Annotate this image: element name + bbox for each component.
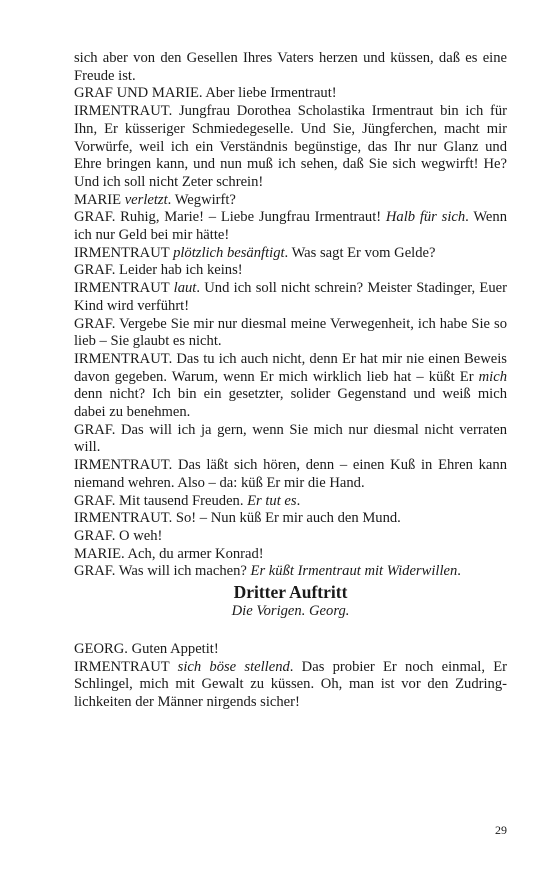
speech-text: GRAF. Vergebe Sie mir nur diesmal meine Verwegenheit, ich habe Sie so lieb – Sie glaubt es nicht. [74, 315, 507, 350]
speech-text: GEORG. Guten Appetit! [74, 640, 219, 657]
dialogue-line [74, 262, 507, 280]
speech-text: denn nicht? Ich bin ein gesetzter, solider Gegenstand und weiß mich dabei zu benehmen. [74, 386, 507, 421]
page-number: 29 [495, 823, 507, 837]
speech-text: MARIE [74, 191, 125, 208]
dialogue-line [74, 85, 507, 103]
stage-direction: Halb für sich [385, 209, 466, 226]
dialogue-line [74, 50, 507, 85]
dialogue-block-1 [74, 50, 507, 581]
dialogue-line [74, 192, 507, 210]
stage-direction: Er küßt Irmentraut mit Widerwillen [250, 563, 458, 580]
dialogue-line [74, 641, 507, 659]
speech-text: IRMENTRAUT [74, 658, 178, 675]
dialogue-block-2 [74, 641, 507, 712]
stage-direction: verletzt [124, 191, 168, 208]
speech-text: . Wegwirft? [167, 191, 236, 208]
dialogue-line [74, 493, 507, 511]
speech-text: GRAF UND MARIE. Aber liebe Irmentraut! [74, 85, 337, 102]
stage-direction: laut [173, 280, 197, 297]
dialogue-line [74, 316, 507, 351]
speech-text: sich aber von den Gesellen Ihres Vaters herzen und küssen, daß es eine Freude ist. [74, 50, 507, 84]
speech-text: . [457, 563, 461, 580]
dialogue-line [74, 422, 507, 457]
speech-text: . Und ich soll nicht schrein? Meister Stadinger, Euer Kind wird verführt! [74, 280, 507, 314]
dialogue-line [74, 510, 507, 528]
dialogue-line [74, 351, 507, 422]
speech-text: IRMENTRAUT. Das tu ich auch nicht, denn Er hat mir nie einen Beweis davon gegeben. Warum, wenn Er mich wirklich lieb hat – küßt Er [74, 350, 507, 385]
dialogue-line [74, 280, 507, 315]
stage-direction: sich böse stellend [177, 658, 290, 675]
speech-text: IRMENTRAUT [74, 244, 174, 261]
speech-text: . [296, 492, 301, 509]
stage-direction: plötzlich besänftigt [173, 244, 285, 261]
speech-text: IRMENTRAUT. Das läßt sich hören, denn – einen Kuß in Ehren kann niemand wehren. Also – da: küß Er mir die Hand. [74, 457, 507, 491]
dialogue-line [74, 103, 507, 192]
speech-text: . Wenn ich nur Geld bei mir hätte! [74, 209, 507, 244]
scene-personae: Die Vorigen. Georg. [231, 603, 350, 620]
speech-text: IRMENTRAUT. So! – Nun küß Er mir auch den Mund. [74, 510, 401, 527]
stage-direction: mich [478, 368, 507, 385]
speech-text: GRAF. Mit tausend Freuden. [74, 492, 248, 509]
dialogue-line [74, 528, 507, 546]
dialogue-line [74, 659, 507, 712]
dialogue-line [74, 563, 507, 581]
dialogue-line [74, 457, 507, 492]
scene-heading: Dritter Auftritt [233, 582, 348, 603]
speech-text: . Was sagt Er vom Gelde? [284, 244, 436, 261]
speech-text: GRAF. Was will ich machen? [74, 563, 251, 580]
page-body [74, 50, 507, 712]
dialogue-line [74, 546, 507, 564]
dialogue-line [74, 245, 507, 263]
speech-text: IRMENTRAUT. Jungfrau Dorothea Scholastika Irmentraut bin ich für Ihn, Er küsseriger Schmiedegeselle. Und Sie, Jüngferchen, macht mir Vorwürfe, weil ich ein Verständnis begünstige, das Ihr nur Glanz und Ehre bringen kann, und nun muß ich sehen, daß Sie sich wegwirft! He? Und ich soll nicht Zeter schrein! [74, 103, 507, 190]
speech-text: . Das probier Er noch einmal, Er Schlingel, mich mit Gewalt zu küssen. Oh, man ist vor den Zudringlichkeiten der Männer nirgends sicher! [74, 658, 508, 710]
speech-text: GRAF. Das will ich ja gern, wenn Sie mich nur diesmal nicht verraten will. [74, 421, 507, 456]
stage-direction: Er tut es [247, 492, 297, 509]
dialogue-line [74, 209, 507, 244]
speech-text: GRAF. Leider hab ich keins! [74, 262, 243, 279]
speech-text: IRMENTRAUT [74, 280, 174, 297]
speech-text: GRAF. Ruhig, Marie! – Liebe Jungfrau Irmentraut! [74, 209, 386, 226]
speech-text: MARIE. Ach, du armer Konrad! [74, 545, 264, 562]
speech-text: GRAF. O weh! [74, 527, 163, 544]
